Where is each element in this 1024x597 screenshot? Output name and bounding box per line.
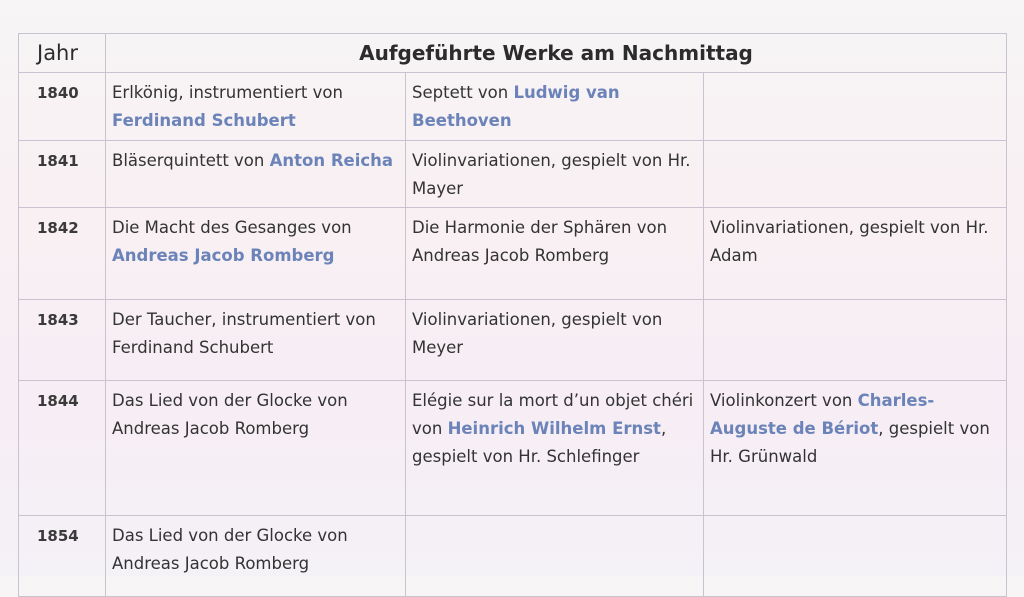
work-cell xyxy=(106,381,406,516)
person-name: Anton Reicha xyxy=(269,151,394,170)
person-name: Ferdinand Schubert xyxy=(112,111,296,130)
cell-text: Violinvariationen, gespielt von Hr. Adam xyxy=(710,218,989,265)
cell-text: , gespielt von Hr. Grünwald xyxy=(710,419,990,466)
work-cell xyxy=(106,141,406,208)
cell-text: Die Harmonie der Sphären von Andreas Jacob Romberg xyxy=(412,218,668,265)
year-cell: 1843 xyxy=(19,300,106,381)
cell-text: Die Macht des Gesanges von xyxy=(112,218,352,237)
work-cell xyxy=(704,381,1007,516)
year-cell: 1854 xyxy=(19,516,106,597)
person-name: Ludwig van Beethoven xyxy=(412,83,620,130)
performances-table xyxy=(18,33,1007,597)
cell-text: , gespielt von Hr. Schlefinger xyxy=(412,419,667,466)
cell-text: Violinvariationen, gespielt von Meyer xyxy=(412,310,663,357)
cell-text: Violinvariationen, gespielt von Hr. Mayer xyxy=(412,151,691,198)
work-cell xyxy=(406,141,704,208)
table-row xyxy=(19,73,1007,141)
work-cell xyxy=(106,300,406,381)
cell-text: Septett von xyxy=(412,83,514,102)
cell-text: Das Lied von der Glocke von Andreas Jacob Romberg xyxy=(112,391,348,438)
work-cell xyxy=(406,73,704,141)
table-row xyxy=(19,300,1007,381)
cell-text: Elégie sur la mort d’un objet chéri von xyxy=(412,391,694,438)
cell-text: Erlkönig, instrumentiert von xyxy=(112,83,343,102)
person-name: Charles-Auguste de Bériot xyxy=(710,391,935,438)
work-cell xyxy=(704,141,1007,208)
work-cell xyxy=(704,73,1007,141)
works-column-header: Aufgeführte Werke am Nachmittag xyxy=(106,34,1007,73)
cell-text: Der Taucher, instrumentiert von Ferdinand Schubert xyxy=(112,310,376,357)
work-cell xyxy=(406,208,704,300)
table-row xyxy=(19,208,1007,300)
work-cell xyxy=(106,208,406,300)
work-cell xyxy=(106,516,406,597)
year-cell: 1844 xyxy=(19,381,106,516)
work-cell xyxy=(406,381,704,516)
year-cell: 1840 xyxy=(19,73,106,141)
table-row xyxy=(19,381,1007,516)
work-cell xyxy=(406,300,704,381)
table-header-row xyxy=(19,34,1007,73)
person-name: Heinrich Wilhelm Ernst xyxy=(447,419,661,438)
table-row xyxy=(19,516,1007,597)
table-row xyxy=(19,141,1007,208)
year-cell: 1841 xyxy=(19,141,106,208)
cell-text: Bläserquintett von xyxy=(112,151,270,170)
year-cell: 1842 xyxy=(19,208,106,300)
cell-text: Violinkonzert von xyxy=(710,391,858,410)
work-cell xyxy=(406,516,704,597)
work-cell xyxy=(704,208,1007,300)
work-cell xyxy=(704,516,1007,597)
work-cell xyxy=(106,73,406,141)
year-column-header: Jahr xyxy=(19,34,106,73)
person-name: Andreas Jacob Romberg xyxy=(112,246,335,265)
cell-text: Das Lied von der Glocke von Andreas Jacob Romberg xyxy=(112,526,348,573)
work-cell xyxy=(704,300,1007,381)
